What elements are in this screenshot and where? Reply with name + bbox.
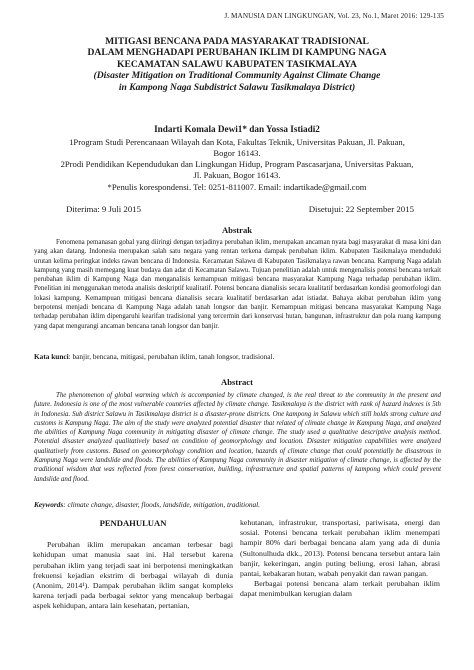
keywords-list: : climate change, disaster, floods, landslide, mitigation, traditional.: [63, 500, 261, 509]
abstrak-text: Fenomena pemanasan gobal yang diiringi dengan terjadinya perubahan iklim, merupakan ancaman nyata bagi masyarakat di masa kini dan yang akan datang. Indonesia merupakan salah satu negara yang rentan terkena dampak perubahan iklim. Kabupaten Tasikmalaya menduduki urutan kelima peringkat indeks rawan bencana di Indonesia. Kecamatan Salawu di Kabupaten Tasikmalaya rawan bencana. Kampung Naga adalah kampung yang masih memegang kuat budaya dan adat di Kecamatan Salawu. Tujuan penelitian adalah untuk mengenalisis potensi bencana terkait perubahan iklim di Kampung Naga dan menganalisis kemampuan mitigasi bencana masyarakat Kampung Naga terhadap perubahan iklim. Penelitian ini menggunakan metoda analisis deskriptif kualitatif. Potensi bencana dianalisis secara kualitatif berdasarkan kondisi geomorfologi dan lokasi kampung. Kemampuan mitigasi bencana dianalisis secara kualitatif berdasarkan adat istiadat. Bahaya akibat perubahan iklim yang berpotensi menjadi bencana di Kampung Naga adalah tanah longsor dan banjir. Kemampuan mitigasi bencana masyarakat Kampung Naga terhadap perubahan iklim dipengaruhi kearifan tradisional yang tercermin dari konservasi hutan, bangunan, infrastruktur dan pola ruang kampung yang dapat mengurangi ancaman bencana tanah longsor dan banjir.: [34, 239, 441, 330]
title-line: KECAMATAN SALAWU KABUPATEN TASIKMALAYA: [117, 58, 357, 70]
body-paragraph: Berbagai potensi bencana alam terkait perubahan iklim dapat menimbulkan kerugian dalam: [240, 579, 440, 599]
title-block: [36, 36, 438, 93]
date-accepted: Disetujui: 22 September 2015: [308, 204, 414, 214]
affiliation-2: 2Prodi Pendidikan Kependudukan dan Lingkungan Hidup, Program Pascasarjana, Universitas Pakuan, Jl. Pakuan, Bogor 16143.: [60, 159, 414, 180]
abstract-text: The phenomenon of global warming which is accompanied by climate changed, is the real threat to the community in the present and future. Indonesia is one of the most vulnerable countries affected by climate change. Tasikmalaya is the district with rank of hazard indexes is 5th in Indonesia. Sub district Salawu in Tasikmalaya district is a disaster-prone districts. One kampong in Salawu which still holds strong culture and customs is Kampung Naga. The aim of the study were analyzed potential disaster that related of climate change in Kampung Naga, and analyzed the abilities of Kampung Naga community in mitigating disaster of climate change. The study used a qualitative descriptive analysis method. Potential disaster analyzed qualitatively based on condition of geomorphology and location. Disaster mitigation capabilities were analyzed qualitatively from customs. Based on geomorphology condition and location, hazards of climate change that could potentially be disastrous in Kampung Naga were landslide and floods. The abilities of Kampung Naga community in disaster mitigation of climate change, is affected by the traditional wisdom that was reflected from forest conservation, building, infrastructure and spatial patterns of kampong which could prevent landslide and flood.: [34, 392, 441, 483]
right-column: [240, 518, 440, 600]
title-line: DALAM MENGHADAPI PERUBAHAN IKLIM DI KAMPUNG NAGA: [87, 47, 387, 59]
affiliation-1: 1Program Studi Perencanaan Wilayah dan Kota, Fakultas Teknik, Universitas Pakuan, Jl. Pakuan, Bogor 16143.: [69, 137, 405, 158]
body-paragraph: kehutanan, infrastrukur, transportasi, pariwisata, energi dan sosial. Potensi bencana terkait perubahan iklim menempati hampir 80% dari berbagai bencana alam yang ada di dunia (Sultonulhuda dkk., 2013). Potensi bencana tersebut antara lain banjir, kekeringan, angin puting beliung, erosi lahan, abrasi pantai, kebakaran hutan, wabah penyakit dan rawan pangan.: [240, 518, 440, 579]
corresponding-author: *Penulis korespondensi. Tel: 0251-811007. Email: indartikade@gmail.com: [107, 182, 367, 192]
running-head: J. MANUSIA DAN LINGKUNGAN, Vol. 23, No.1, Maret 2016: 129-135: [224, 12, 444, 20]
title-en-line: (Disaster Mitigation on Traditional Community Against Climate Change: [93, 70, 381, 82]
keywords-label: Keywords: [34, 500, 64, 509]
kata-kunci-label: Kata kunci: [34, 352, 69, 361]
kata-kunci: [34, 352, 441, 361]
abstract-heading: Abstract: [221, 377, 253, 387]
section-heading-pendahuluan: PENDAHULUAN: [99, 518, 167, 528]
abstrak-heading: Abstrak: [221, 225, 253, 235]
left-column: [33, 518, 233, 612]
title-en-line: in Kampong Naga Subdistrict Salawu Tasikmalaya District): [118, 81, 356, 93]
title-line: MITIGASI BENCANA PADA MASYARAKAT TRADISIONAL: [105, 36, 369, 47]
date-received: Diterima: 9 Juli 2015: [66, 204, 142, 214]
authors: Indarti Komala Dewi1* dan Yossa Istiadi2: [154, 124, 320, 134]
keywords: [34, 500, 441, 509]
kata-kunci-list: : banjir, bencana, mitigasi, perubahan iklim, tanah longsor, tradisional.: [68, 352, 275, 361]
body-paragraph: Perubahan iklim merupakan ancaman terbesar bagi kehidupan umat manusia saat ini. Hal tersebut karena perubahan iklim yang terjadi saat ini berpotensi meningkatkan frekuensi kejadian ekstrim di berbagai wilayah di dunia (Anonim, 2014¹). Dampak perubahan iklim sangat kompleks karena terjadi pada berbagai sektor yang mencakup berbagai aspek kehidupan, antara lain kesehatan, pertanian,: [33, 540, 233, 611]
